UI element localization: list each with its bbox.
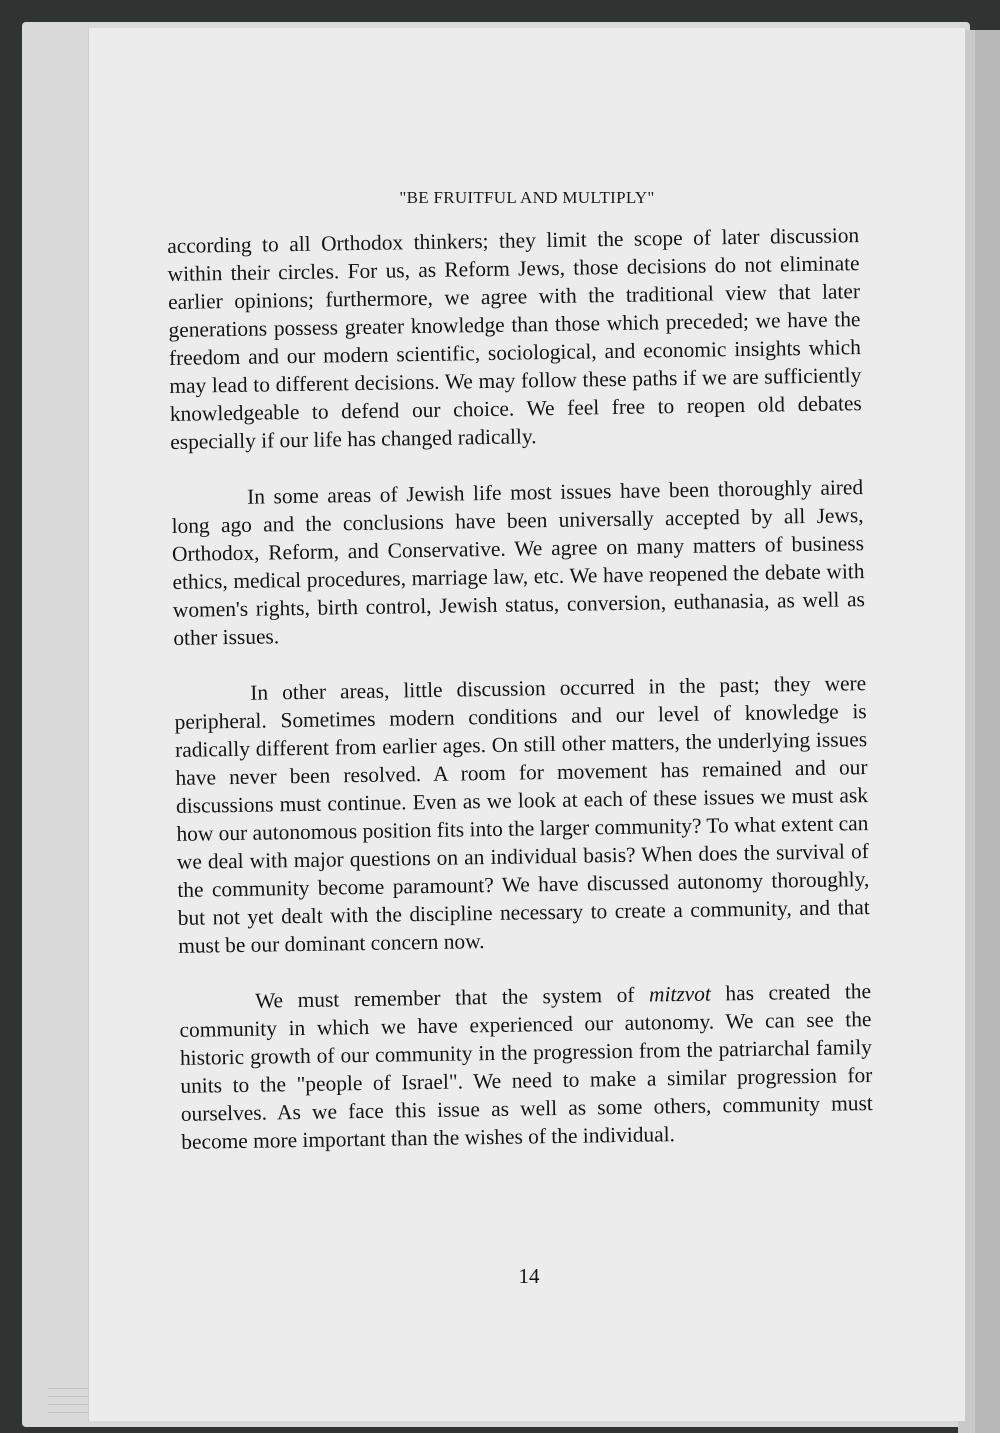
facing-page-shadow xyxy=(975,30,1000,1433)
page-number: 14 xyxy=(518,1264,540,1288)
running-head: "BE FRUITFUL AND MULTIPLY" xyxy=(399,188,655,207)
paragraph-4-end: has created the community in which we have experienced our autonomy. We can see the historic growth of our community in the progression from the patriarchal family units to the "people of Israel". We need to make a similar progression for ourselves. As we face this issue as well as some others, community must become more important than the wishes of the individual. xyxy=(179,979,873,1154)
paragraph-1: according to all Orthodox thinkers; they limit the scope of later discussion within their circles. For us, as Reform Jews, those decisions do not eliminate earlier opinions; furthermore, we agree with the traditional view that later generations possess greater knowledge than those which preceded; we have the freedom and our modern scientific, sociological, and economic insights which may lead to different decisions. We may follow these paths if we are sufficiently knowledgeable to defend our choice. We feel free to reopen old debates especially if our life has changed radically. xyxy=(167,223,862,454)
paragraph-4-italic-term: mitzvot xyxy=(648,981,711,1007)
body-text xyxy=(167,221,874,1184)
paragraph-4-start: We must remember that the system of xyxy=(254,982,650,1013)
paragraph-3: In other areas, little discussion occurred in the past; they were peripheral. Sometimes modern conditions and our level of knowledge is radically different from earlier ages. On still other matters, the underlying issues have never been resolved. A room for movement has remained and our discussions must continue. Even as we look at each of these issues we must ask how our autonomous position fits into the larger community? To what extent can we deal with major questions on an individual basis? When does the survival of the community become paramount? We have discussed autonomy thoroughly, but not yet dealt with the discipline necessary to create a community, and that must be our dominant concern now. xyxy=(174,671,870,958)
paragraph-2: In some areas of Jewish life most issues have been thoroughly aired long ago and the conclusions have been universally accepted by all Jews, Orthodox, Reform, and Conservative. We agree on many matters of business ethics, medical procedures, marriage law, etc. We have reopened the debate with women's rights, birth control, Jewish status, conversion, euthanasia, as well as other issues. xyxy=(171,475,866,650)
paragraph-4 xyxy=(179,977,874,1156)
book-page xyxy=(88,28,965,1421)
